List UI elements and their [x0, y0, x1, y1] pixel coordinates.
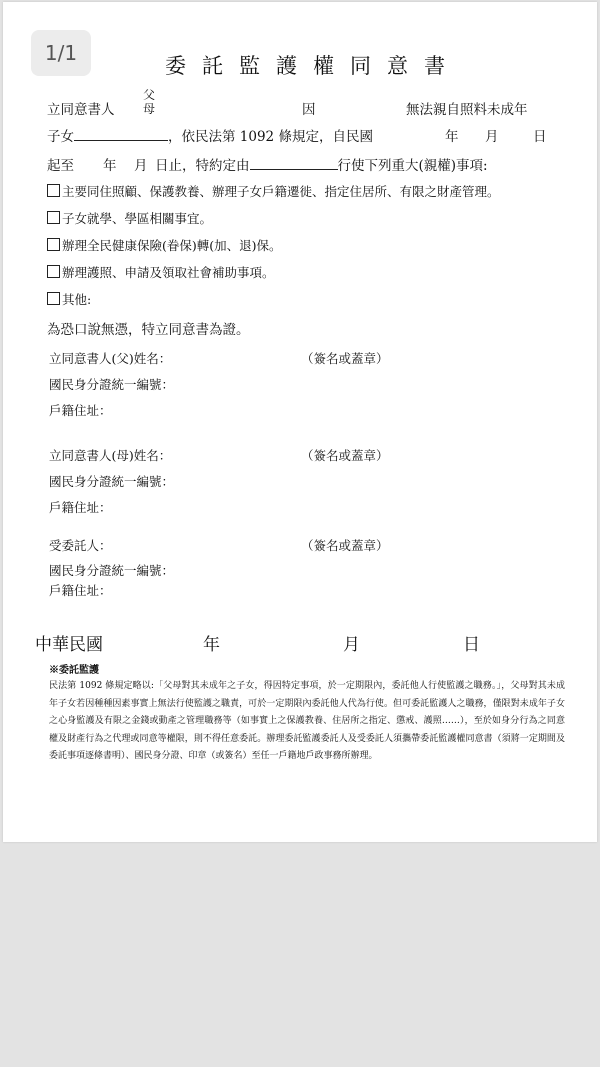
line2-law-text: ，依民法第 1092 條規定，自民國 — [168, 129, 373, 145]
date-day: 日 — [463, 635, 480, 655]
mother-id-label: 國民身分證統一編號： — [49, 474, 175, 489]
date-era: 中華民國 — [35, 635, 103, 655]
item-label: 其他: — [62, 292, 92, 307]
item-label: 辦理全民健康保險(眷保)轉(加、退)保。 — [62, 238, 282, 253]
mother-char: 母 — [143, 102, 156, 116]
item-label: 辦理護照、申請及領取社會補助事項。 — [62, 265, 275, 280]
checkbox-icon — [47, 238, 60, 251]
line2-month: 月 — [485, 129, 499, 145]
mother-name-label: 立同意書人(母)姓名： — [49, 448, 172, 463]
checkbox-icon — [47, 292, 60, 305]
father-sign-hint: （簽名或蓋章） — [301, 351, 389, 366]
trustee-name-label: 受委託人： — [49, 538, 112, 553]
mother-sign-hint: （簽名或蓋章） — [301, 448, 389, 463]
line1-suffix: 無法親自照料未成年 — [406, 102, 528, 118]
checkbox-icon — [47, 184, 60, 197]
line2-year: 年 — [445, 129, 459, 145]
checkbox-icon — [47, 211, 60, 224]
parent-stack — [143, 88, 155, 116]
mother-address-label: 戶籍住址： — [49, 500, 112, 515]
line1-prefix: 立同意書人 — [47, 102, 115, 118]
father-name-label: 立同意書人(父)姓名： — [49, 351, 172, 366]
line2-row — [47, 125, 373, 145]
document-page — [3, 2, 597, 842]
father-char: 父 — [143, 88, 156, 102]
date-month: 月 — [343, 635, 360, 655]
father-id-label: 國民身分證統一編號： — [49, 377, 175, 392]
line3-day-end: 日止，特約定由 — [155, 158, 250, 174]
father-address-label: 戶籍住址： — [49, 403, 112, 418]
document-title: 委託監護權同意書 — [165, 54, 461, 78]
item-label: 主要同住照顧、保護教養、辦理子女戶籍遷徙、指定住居所、有限之財產管理。 — [62, 184, 500, 199]
agent-name-blank — [250, 169, 338, 170]
page-indicator: 1/1 — [31, 30, 91, 76]
line2-child-label: 子女 — [47, 129, 74, 145]
item-other — [47, 290, 91, 308]
line1-because: 因 — [302, 102, 316, 118]
line2-day: 日 — [533, 129, 547, 145]
item-passport — [47, 263, 275, 281]
checkbox-icon — [47, 265, 60, 278]
item-custody — [47, 182, 500, 200]
note-body: 民法第 1092 條規定略以:「父母對其未成年之子女，得因特定事項，於一定期限內，委託他人行使監護之職務。」，父母對其未成年子女若因種種因素事實上無法行使監護之職責，可於一定期限內委託他人代為行使。但可委託監護人之職務，僅限對未成年子女之心身監護及有限之金錢或動產之管理職務等（如事實上之保護教養、住居所之指定、懲戒、護照……），至於如身分行為之同意權及財產行為之代理或同意等權限，則不得任意委託。辦理委託監護委託人及受委託人須攜帶委託監護權同意書（須將一定期間及委託事項逐條書明）、國民身分證、印章（或簽名）至任一戶籍地戶政事務所辦理。 — [49, 681, 565, 761]
note-heading: ※委託監護 — [49, 665, 99, 676]
trustee-address-label: 戶籍住址： — [49, 583, 112, 598]
item-insurance — [47, 236, 282, 254]
line3-start: 起至 — [47, 158, 74, 174]
line3-month: 月 — [134, 158, 148, 174]
date-year: 年 — [203, 635, 220, 655]
trustee-sign-hint: （簽名或蓋章） — [301, 538, 389, 553]
child-name-blank — [74, 140, 168, 141]
closing-statement: 為恐口說無憑，特立同意書為證。 — [47, 322, 250, 338]
item-school — [47, 209, 212, 227]
item-label: 子女就學、學區相關事宜。 — [62, 211, 213, 226]
line3-suffix: 行使下列重大(親權)事項: — [337, 158, 488, 174]
line3-tail — [155, 154, 488, 174]
trustee-id-label: 國民身分證統一編號： — [49, 563, 175, 578]
line3-year: 年 — [103, 158, 117, 174]
